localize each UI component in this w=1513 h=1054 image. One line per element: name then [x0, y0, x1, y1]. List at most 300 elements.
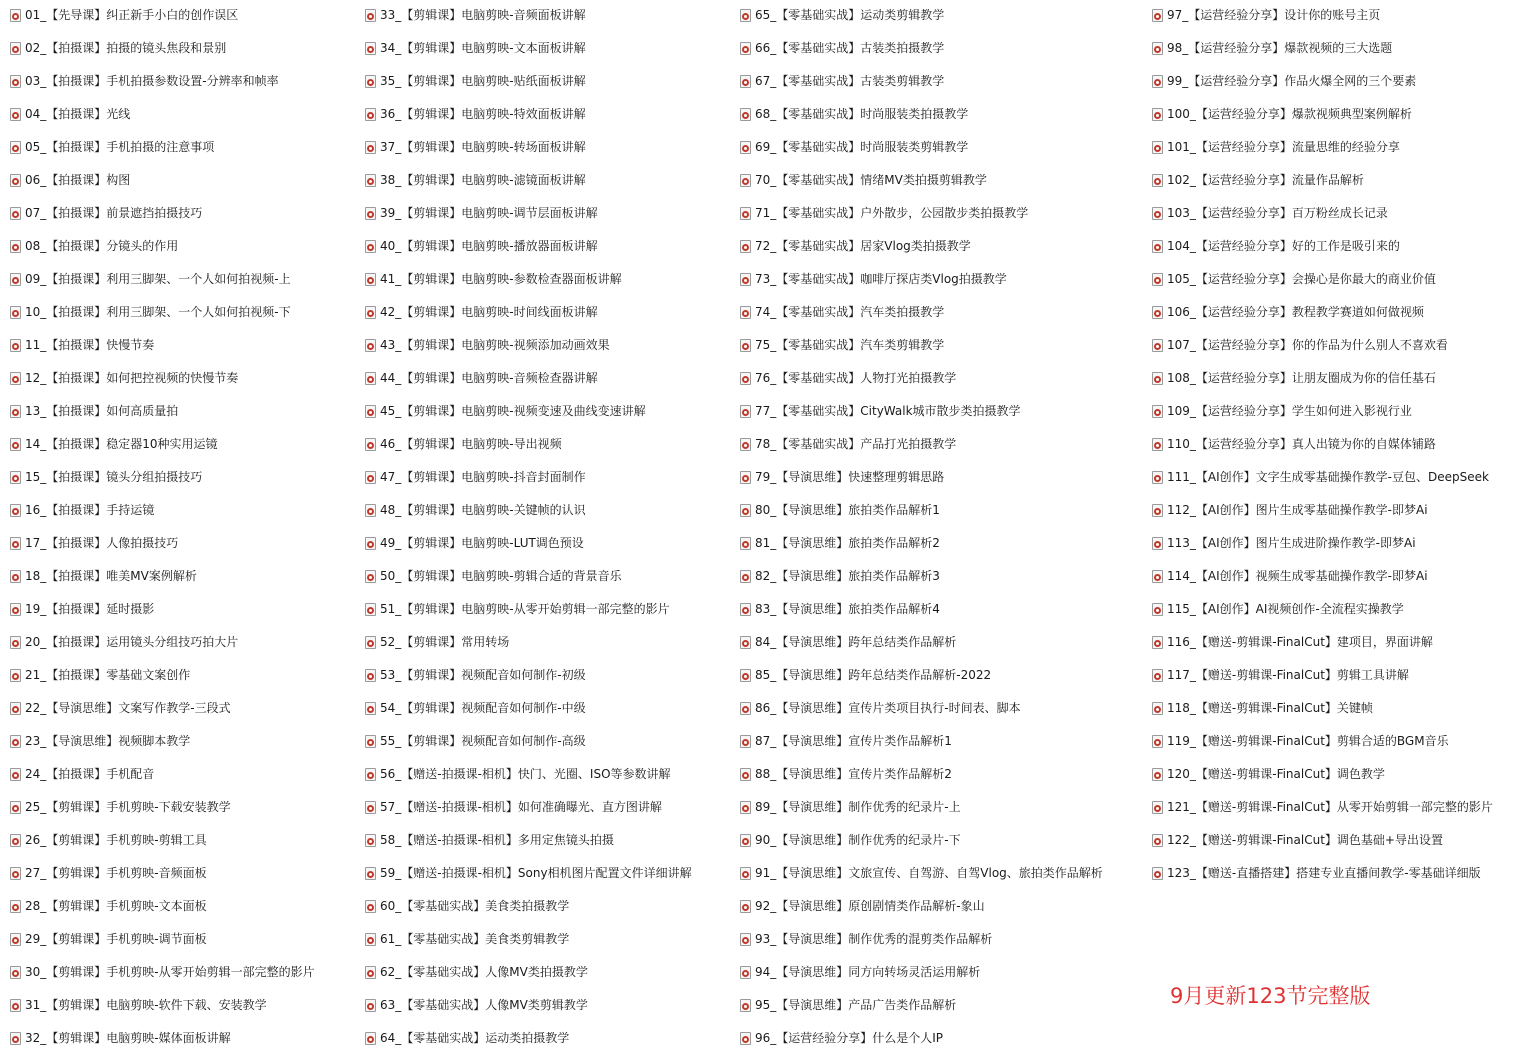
file-item[interactable]	[1152, 830, 1443, 850]
video-file-icon	[365, 603, 376, 616]
file-item[interactable]	[10, 137, 214, 157]
video-file-icon	[365, 900, 376, 913]
file-name: 51_【剪辑课】电脑剪映-从零开始剪辑一部完整的影片	[380, 602, 670, 616]
file-item[interactable]	[740, 929, 992, 949]
file-item[interactable]	[10, 71, 279, 91]
file-item[interactable]	[365, 995, 588, 1015]
file-item[interactable]	[740, 38, 944, 58]
file-item[interactable]	[10, 896, 207, 916]
file-item[interactable]	[1152, 533, 1416, 553]
file-name: 09_【拍摄课】利用三脚架、一个人如何拍视频-上	[25, 272, 291, 286]
file-item[interactable]	[10, 698, 231, 718]
file-name: 64_【零基础实战】运动类拍摄教学	[380, 1031, 570, 1045]
file-name: 80_【导演思维】旅拍类作品解析1	[755, 503, 940, 517]
video-file-icon	[365, 867, 376, 880]
file-name: 29_【剪辑课】手机剪映-调节面板	[25, 932, 207, 946]
file-name: 120_【赠送-剪辑课-FinalCut】调色教学	[1167, 767, 1385, 781]
video-file-icon	[1152, 801, 1163, 814]
file-item[interactable]	[1152, 104, 1412, 124]
video-file-icon	[10, 669, 21, 682]
file-item[interactable]	[10, 434, 218, 454]
video-file-icon	[365, 471, 376, 484]
file-item[interactable]	[365, 368, 598, 388]
video-file-icon	[1152, 537, 1163, 550]
file-item[interactable]	[740, 467, 944, 487]
video-file-icon	[365, 240, 376, 253]
video-file-icon	[365, 966, 376, 979]
video-file-icon	[1152, 471, 1163, 484]
file-item[interactable]	[1152, 170, 1364, 190]
file-item[interactable]	[10, 1028, 231, 1048]
file-item[interactable]	[740, 401, 1021, 421]
file-item[interactable]	[10, 863, 207, 883]
video-file-icon	[10, 966, 21, 979]
file-item[interactable]	[365, 71, 586, 91]
file-name: 15_【拍摄课】镜头分组拍摄技巧	[25, 470, 203, 484]
file-item[interactable]	[10, 203, 202, 223]
file-item[interactable]	[1152, 203, 1388, 223]
file-item[interactable]	[10, 5, 238, 25]
file-name: 97_【运营经验分享】设计你的账号主页	[1167, 8, 1381, 22]
file-name: 82_【导演思维】旅拍类作品解析3	[755, 569, 940, 583]
video-file-icon	[1152, 702, 1163, 715]
video-file-icon	[365, 372, 376, 385]
video-file-icon	[10, 174, 21, 187]
file-item[interactable]	[1152, 5, 1380, 25]
file-item[interactable]	[365, 5, 586, 25]
file-item[interactable]	[740, 764, 952, 784]
file-name: 06_【拍摄课】构图	[25, 173, 131, 187]
file-name: 59_【赠送-拍摄课-相机】Sony相机图片配置文件详细讲解	[380, 866, 692, 880]
video-file-icon	[10, 999, 21, 1012]
file-item[interactable]	[10, 764, 154, 784]
file-item[interactable]	[740, 698, 1021, 718]
video-file-icon	[1152, 636, 1163, 649]
file-item[interactable]	[740, 137, 968, 157]
video-file-icon	[740, 405, 751, 418]
file-name: 08_【拍摄课】分镜头的作用	[25, 239, 179, 253]
file-name: 38_【剪辑课】电脑剪映-滤镜面板讲解	[380, 173, 586, 187]
video-file-icon	[1152, 306, 1163, 319]
video-file-icon	[740, 240, 751, 253]
video-file-icon	[1152, 372, 1163, 385]
file-item[interactable]	[365, 434, 562, 454]
video-file-icon	[10, 1032, 21, 1045]
file-name: 115_【AI创作】AI视频创作-全流程实操教学	[1167, 602, 1404, 616]
file-item[interactable]	[10, 302, 291, 322]
file-name: 96_【运营经验分享】什么是个人IP	[755, 1031, 944, 1045]
video-file-icon	[10, 108, 21, 121]
file-item[interactable]	[10, 665, 190, 685]
file-item[interactable]	[1152, 599, 1404, 619]
file-item[interactable]	[740, 533, 940, 553]
video-file-icon	[365, 75, 376, 88]
video-file-icon	[740, 339, 751, 352]
file-item[interactable]	[740, 830, 961, 850]
file-name: 21_【拍摄课】零基础文案创作	[25, 668, 191, 682]
file-name: 18_【拍摄课】唯美MV案例解析	[25, 569, 197, 583]
video-file-icon	[740, 867, 751, 880]
file-name: 01_【先导课】纠正新手小白的创作误区	[25, 8, 239, 22]
video-file-icon	[1152, 438, 1163, 451]
file-name: 102_【运营经验分享】流量作品解析	[1167, 173, 1364, 187]
file-item[interactable]	[365, 500, 586, 520]
video-file-icon	[740, 966, 751, 979]
video-file-icon	[365, 273, 376, 286]
video-file-icon	[740, 42, 751, 55]
file-name: 55_【剪辑课】视频配音如何制作-高级	[380, 734, 586, 748]
file-name: 49_【剪辑课】电脑剪映-LUT调色预设	[380, 536, 584, 550]
file-item[interactable]	[740, 665, 991, 685]
file-name: 98_【运营经验分享】爆款视频的三大选题	[1167, 41, 1393, 55]
file-item[interactable]	[365, 467, 586, 487]
file-name: 87_【导演思维】宣传片类作品解析1	[755, 734, 952, 748]
file-name: 70_【零基础实战】情绪MV类拍摄剪辑教学	[755, 173, 987, 187]
video-file-icon	[740, 537, 751, 550]
video-file-icon	[1152, 834, 1163, 847]
file-name: 44_【剪辑课】电脑剪映-音频检查器讲解	[380, 371, 598, 385]
file-name: 46_【剪辑课】电脑剪映-导出视频	[380, 437, 562, 451]
video-file-icon	[1152, 504, 1163, 517]
file-item[interactable]	[365, 401, 646, 421]
file-name: 57_【赠送-拍摄课-相机】如何准确曝光、直方图讲解	[380, 800, 662, 814]
video-file-icon	[365, 999, 376, 1012]
update-note: 9月更新123节完整版	[1170, 984, 1371, 1008]
file-item[interactable]	[365, 896, 569, 916]
file-name: 76_【零基础实战】人物打光拍摄教学	[755, 371, 957, 385]
file-item[interactable]	[740, 566, 940, 586]
file-item[interactable]	[365, 203, 598, 223]
video-file-icon	[365, 141, 376, 154]
video-file-icon	[365, 504, 376, 517]
video-file-icon	[740, 75, 751, 88]
file-name: 85_【导演思维】跨年总结类作品解析-2022	[755, 668, 992, 682]
video-file-icon	[1152, 735, 1163, 748]
file-name: 17_【拍摄课】人像拍摄技巧	[25, 536, 179, 550]
video-file-icon	[10, 141, 21, 154]
file-item[interactable]	[1152, 302, 1424, 322]
file-name: 107_【运营经验分享】你的作品为什么别人不喜欢看	[1167, 338, 1448, 352]
video-file-icon	[740, 702, 751, 715]
file-item[interactable]	[1152, 632, 1433, 652]
file-name: 61_【零基础实战】美食类剪辑教学	[380, 932, 570, 946]
file-item[interactable]	[740, 269, 1007, 289]
file-item[interactable]	[1152, 236, 1400, 256]
file-item[interactable]	[1152, 698, 1373, 718]
video-file-icon	[10, 372, 21, 385]
file-item[interactable]	[1152, 566, 1428, 586]
file-item[interactable]	[10, 467, 202, 487]
file-item[interactable]	[10, 632, 238, 652]
file-item[interactable]	[1152, 731, 1449, 751]
video-file-icon	[740, 372, 751, 385]
video-file-icon	[365, 636, 376, 649]
file-name: 122_【赠送-剪辑课-FinalCut】调色基础+导出设置	[1167, 833, 1443, 847]
file-item[interactable]	[740, 368, 956, 388]
video-file-icon	[10, 768, 21, 781]
file-name: 106_【运营经验分享】教程教学赛道如何做视频	[1167, 305, 1424, 319]
file-item[interactable]	[365, 929, 569, 949]
file-item[interactable]	[365, 137, 586, 157]
file-item[interactable]	[740, 434, 956, 454]
file-item[interactable]	[365, 335, 610, 355]
file-name: 62_【零基础实战】人像MV类拍摄教学	[380, 965, 588, 979]
file-name: 117_【赠送-剪辑课-FinalCut】剪辑工具讲解	[1167, 668, 1409, 682]
file-name: 67_【零基础实战】古装类剪辑教学	[755, 74, 945, 88]
file-item[interactable]	[10, 830, 207, 850]
file-name: 72_【零基础实战】居家Vlog类拍摄教学	[755, 239, 971, 253]
video-file-icon	[10, 306, 21, 319]
video-file-icon	[10, 834, 21, 847]
video-file-icon	[1152, 570, 1163, 583]
video-file-icon	[740, 636, 751, 649]
file-name: 33_【剪辑课】电脑剪映-音频面板讲解	[380, 8, 586, 22]
file-item[interactable]	[740, 632, 956, 652]
file-item[interactable]	[365, 863, 692, 883]
file-item[interactable]	[740, 71, 944, 91]
file-name: 104_【运营经验分享】好的工作是吸引来的	[1167, 239, 1400, 253]
video-file-icon	[1152, 405, 1163, 418]
video-file-icon	[1152, 240, 1163, 253]
video-file-icon	[1152, 669, 1163, 682]
file-name: 99_【运营经验分享】作品火爆全网的三个要素	[1167, 74, 1417, 88]
file-name: 11_【拍摄课】快慢节奏	[25, 338, 155, 352]
file-item[interactable]	[10, 236, 178, 256]
video-file-icon	[740, 471, 751, 484]
file-name: 90_【导演思维】制作优秀的纪录片-下	[755, 833, 961, 847]
video-file-icon	[365, 1032, 376, 1045]
file-name: 10_【拍摄课】利用三脚架、一个人如何拍视频-下	[25, 305, 291, 319]
file-name: 83_【导演思维】旅拍类作品解析4	[755, 602, 940, 616]
file-item[interactable]	[365, 533, 584, 553]
file-name: 48_【剪辑课】电脑剪映-关键帧的认识	[380, 503, 586, 517]
video-file-icon	[10, 900, 21, 913]
file-name: 114_【AI创作】视频生成零基础操作教学-即梦Ai	[1167, 569, 1428, 583]
video-file-icon	[1152, 42, 1163, 55]
file-item[interactable]	[10, 566, 197, 586]
file-item[interactable]	[740, 731, 952, 751]
file-name: 39_【剪辑课】电脑剪映-调节层面板讲解	[380, 206, 598, 220]
file-item[interactable]	[1152, 434, 1436, 454]
file-item[interactable]	[365, 1028, 569, 1048]
video-file-icon	[740, 669, 751, 682]
video-file-icon	[10, 933, 21, 946]
file-name: 58_【赠送-拍摄课-相机】多用定焦镜头拍摄	[380, 833, 614, 847]
file-item[interactable]	[10, 533, 178, 553]
file-item[interactable]	[365, 104, 586, 124]
file-item[interactable]	[10, 269, 291, 289]
file-item[interactable]	[10, 731, 190, 751]
file-name: 02_【拍摄课】拍摄的镜头焦段和景别	[25, 41, 227, 55]
video-file-icon	[740, 735, 751, 748]
file-item[interactable]	[365, 698, 586, 718]
video-file-icon	[740, 801, 751, 814]
video-file-icon	[365, 306, 376, 319]
file-item[interactable]	[365, 665, 586, 685]
video-file-icon	[740, 207, 751, 220]
file-item[interactable]	[1152, 71, 1416, 91]
file-item[interactable]	[1152, 863, 1481, 883]
video-file-icon	[740, 108, 751, 121]
video-file-icon	[10, 537, 21, 550]
video-file-icon	[1152, 9, 1163, 22]
file-item[interactable]	[365, 797, 662, 817]
file-item[interactable]	[1152, 467, 1489, 487]
file-item[interactable]	[740, 797, 961, 817]
file-item[interactable]	[740, 5, 944, 25]
file-item[interactable]	[365, 731, 586, 751]
video-file-icon	[10, 570, 21, 583]
file-item[interactable]	[10, 797, 231, 817]
video-file-icon	[1152, 174, 1163, 187]
file-name: 04_【拍摄课】光线	[25, 107, 131, 121]
file-item[interactable]	[10, 995, 267, 1015]
video-file-icon	[1152, 108, 1163, 121]
file-name: 41_【剪辑课】电脑剪映-参数检查器面板讲解	[380, 272, 622, 286]
video-file-icon	[365, 570, 376, 583]
file-name: 109_【运营经验分享】学生如何进入影视行业	[1167, 404, 1412, 418]
file-name: 52_【剪辑课】常用转场	[380, 635, 510, 649]
file-item[interactable]	[1152, 797, 1493, 817]
file-item[interactable]	[365, 830, 614, 850]
file-item[interactable]	[365, 962, 588, 982]
file-item[interactable]	[365, 170, 586, 190]
video-file-icon	[365, 108, 376, 121]
file-name: 66_【零基础实战】古装类拍摄教学	[755, 41, 945, 55]
file-name: 86_【导演思维】宣传片类项目执行-时间表、脚本	[755, 701, 1021, 715]
video-file-icon	[740, 1032, 751, 1045]
video-file-icon	[740, 306, 751, 319]
file-name: 45_【剪辑课】电脑剪映-视频变速及曲线变速讲解	[380, 404, 646, 418]
file-item[interactable]	[10, 929, 207, 949]
file-name: 26_【剪辑课】手机剪映-剪辑工具	[25, 833, 207, 847]
file-item[interactable]	[365, 632, 509, 652]
file-name: 123_【赠送-直播搭建】搭建专业直播间教学-零基础详细版	[1167, 866, 1481, 880]
file-name: 112_【AI创作】图片生成零基础操作教学-即梦Ai	[1167, 503, 1428, 517]
file-item[interactable]	[740, 995, 956, 1015]
file-item[interactable]	[740, 500, 940, 520]
video-file-icon	[10, 801, 21, 814]
file-name: 100_【运营经验分享】爆款视频典型案例解析	[1167, 107, 1412, 121]
video-file-icon	[740, 273, 751, 286]
file-name: 111_【AI创作】文字生成零基础操作教学-豆包、DeepSeek	[1167, 470, 1489, 484]
file-name: 65_【零基础实战】运动类剪辑教学	[755, 8, 945, 22]
video-file-icon	[365, 537, 376, 550]
file-name: 73_【零基础实战】咖啡厅探店类Vlog拍摄教学	[755, 272, 1007, 286]
video-file-icon	[10, 9, 21, 22]
file-item[interactable]	[740, 896, 985, 916]
file-name: 03_【拍摄课】手机拍摄参数设置-分辨率和帧率	[25, 74, 279, 88]
video-file-icon	[740, 768, 751, 781]
file-name: 77_【零基础实战】CityWalk城市散步类拍摄教学	[755, 404, 1021, 418]
video-file-icon	[740, 603, 751, 616]
file-item[interactable]	[365, 236, 598, 256]
file-item[interactable]	[1152, 269, 1436, 289]
file-name: 05_【拍摄课】手机拍摄的注意事项	[25, 140, 215, 154]
video-file-icon	[1152, 141, 1163, 154]
video-file-icon	[365, 669, 376, 682]
video-file-icon	[1152, 867, 1163, 880]
file-item[interactable]	[1152, 764, 1385, 784]
file-item[interactable]	[10, 38, 226, 58]
file-name: 79_【导演思维】快速整理剪辑思路	[755, 470, 945, 484]
file-name: 74_【零基础实战】汽车类拍摄教学	[755, 305, 945, 319]
video-file-icon	[365, 405, 376, 418]
file-name: 89_【导演思维】制作优秀的纪录片-上	[755, 800, 961, 814]
file-item[interactable]	[740, 104, 968, 124]
file-item[interactable]	[10, 335, 154, 355]
file-name: 88_【导演思维】宣传片类作品解析2	[755, 767, 952, 781]
file-item[interactable]	[740, 335, 944, 355]
file-item[interactable]	[365, 764, 671, 784]
file-item[interactable]	[10, 170, 130, 190]
file-item[interactable]	[1152, 137, 1400, 157]
file-item[interactable]	[10, 962, 315, 982]
file-item[interactable]	[10, 368, 238, 388]
file-name: 50_【剪辑课】电脑剪映-剪辑合适的背景音乐	[380, 569, 622, 583]
file-item[interactable]	[740, 236, 971, 256]
file-item[interactable]	[1152, 368, 1436, 388]
video-file-icon	[1152, 768, 1163, 781]
file-item[interactable]	[1152, 38, 1392, 58]
file-item[interactable]	[365, 38, 586, 58]
file-item[interactable]	[10, 401, 178, 421]
file-item[interactable]	[10, 500, 154, 520]
file-item[interactable]	[365, 302, 598, 322]
video-file-icon	[740, 9, 751, 22]
file-item[interactable]	[740, 203, 1028, 223]
file-name: 40_【剪辑课】电脑剪映-播放器面板讲解	[380, 239, 598, 253]
file-name: 19_【拍摄课】延时摄影	[25, 602, 155, 616]
video-file-icon	[10, 438, 21, 451]
file-name: 32_【剪辑课】电脑剪映-媒体面板讲解	[25, 1031, 231, 1045]
file-name: 71_【零基础实战】户外散步，公园散步类拍摄教学	[755, 206, 1029, 220]
file-name: 20_【拍摄课】运用镜头分组技巧拍大片	[25, 635, 239, 649]
file-name: 23_【导演思维】视频脚本教学	[25, 734, 191, 748]
file-item[interactable]	[10, 104, 130, 124]
file-item[interactable]	[740, 863, 1103, 883]
video-file-icon	[740, 141, 751, 154]
file-item[interactable]	[365, 566, 622, 586]
video-file-icon	[740, 570, 751, 583]
file-name: 43_【剪辑课】电脑剪映-视频添加动画效果	[380, 338, 610, 352]
file-item[interactable]	[365, 599, 670, 619]
video-file-icon	[10, 504, 21, 517]
file-name: 27_【剪辑课】手机剪映-音频面板	[25, 866, 207, 880]
file-item[interactable]	[740, 599, 940, 619]
file-item[interactable]	[1152, 335, 1448, 355]
video-file-icon	[365, 207, 376, 220]
video-file-icon	[365, 174, 376, 187]
video-file-icon	[10, 702, 21, 715]
file-name: 121_【赠送-剪辑课-FinalCut】从零开始剪辑一部完整的影片	[1167, 800, 1493, 814]
file-item[interactable]	[1152, 665, 1409, 685]
file-item[interactable]	[740, 302, 944, 322]
video-file-icon	[740, 999, 751, 1012]
file-item[interactable]	[10, 599, 154, 619]
file-item[interactable]	[1152, 401, 1412, 421]
file-item[interactable]	[365, 269, 622, 289]
file-name: 12_【拍摄课】如何把控视频的快慢节奏	[25, 371, 239, 385]
file-item[interactable]	[740, 170, 987, 190]
video-file-icon	[740, 900, 751, 913]
file-name: 75_【零基础实战】汽车类剪辑教学	[755, 338, 945, 352]
file-name: 110_【运营经验分享】真人出镜为你的自媒体铺路	[1167, 437, 1436, 451]
file-item[interactable]	[740, 1028, 943, 1048]
file-name: 81_【导演思维】旅拍类作品解析2	[755, 536, 940, 550]
file-item[interactable]	[740, 962, 980, 982]
file-item[interactable]	[1152, 500, 1428, 520]
